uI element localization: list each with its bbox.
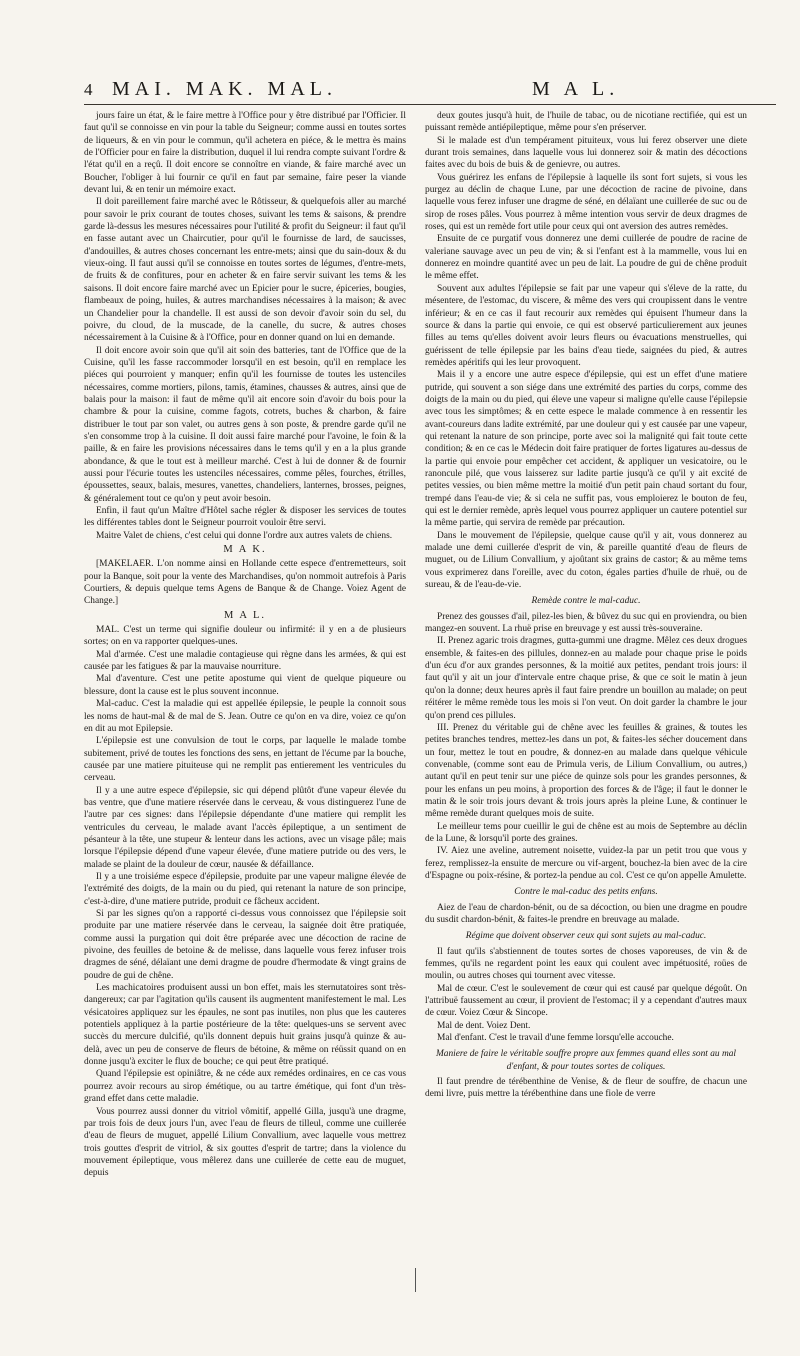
paragraph: L'épilepsie est une convulsion de tout le corps, par laquelle le malade tombe subitement, privé de toutes les fonctions des sens, en jettant de l'écume par la bouche, causée par une matiere pituiteuse qui ne remplit pas entierement les ventricules du cerveau. [84, 736, 406, 784]
paragraph: Le meilleur tems pour cueillir le gui de chêne est au mois de Septembre au déclin de la Lune, & lorsqu'il porte des graines. [425, 821, 747, 844]
paragraph: II. Prenez agaric trois dragmes, gutta-gummi une dragme. Mêlez ces deux drogues ensemble, & faites-en des pillules, donnez-en au malade pour chaque prise le poids d'un écu d'or aux grandes personnes, & la moitié aux petites, pendant trois jours: il faut qu'il y ait un jour d'intervale entre chaque prise, & que ce soit le matin à jeun qu'on la donne; deux heures après il faut faire prendre un bouillon au malade; on peut réitérer le même remède tous les mois si l'on veut. On doit garder la chambre le jour qu'on prend ces pillules. [425, 636, 747, 721]
paragraph: Mal de dent. Voiez Dent. [437, 1020, 531, 1031]
paragraph: jours faire un état, & le faire mettre à l'Office pour y être distribué par l'Officier. Il faut qu'il se connoisse en vin pour la table du Seigneur; comme aussi en toutes sortes de liqueurs, & en vin pour le commun, qu'il achetera en piéce, & le mettra ès mains de l'Officier pour en faire la distribution, duquel il lui rendra compte suivant l'ordre & l'état qu'il en a reçû. Il doit encore se connoître en viande, & faire marché avec un Boucher, l'obliger à lui fournir ce qu'il en faut par semaine, faire peser la viande devant lui, & en tenir un mémoire exact. [84, 111, 406, 196]
section-heading: M A L. [223, 609, 267, 621]
paragraph: [MAKELAER. L'on nomme ainsi en Hollande cette espece d'entremetteurs, soit pour la Banque, soit pour la vente des Marchandises, qu'on nommoit autrefois à Paris Courtiers, & depuis quelque tems Agens de Banque & de Change. Voiez Agent de Change.] [84, 559, 406, 607]
paragraph: Maitre Valet de chiens, c'est celui qui donne l'ordre aux autres valets de chiens. [96, 530, 393, 541]
paragraph: Il faut qu'ils s'abstiennent de toutes sortes de choses vaporeuses, de vin & de femmes, qu'ils ne regardent point les eaux qui coulent avec impétuosité, roües de moulin, ou autres choses qui tournent avec vitesse. [425, 946, 747, 982]
running-head-right: M A L. [532, 78, 620, 100]
paragraph: Il doit pareillement faire marché avec le Rôtisseur, & quelquefois aller au marché pour savoir le prix courant de toutes choses, suivant les tems & saisons, & prendre garde là-dessus les mesures nécessaires pour l'utilité & profit du Seigneur: il faut qu'il en fasse autant avec un Chaircutier, pour qu'il le fournisse de lard, de saucisses, d'andouilles, & autres choses concernant les entre-mets; ainsi que du sain-doux & du vieux-oing. Il faut aussi qu'il se connoisse en toutes sortes de légumes, d'entre-mets, de fruits & de confitures, pour en acheter & en faire servir suivant les tems & les saisons. Il doit encore faire marché avec un Epicier pour le sucre, épiceries, bougies, flambeaux de poing, huiles, & autres marchandises nécessaires à la maison; & avec un Chandelier pour la chandelle. Il est aussi de son devoir d'avoir soin du sel, du poivre, du cloud, de la muscade, de la canelle, du sucre, & autres choses nécessairement à la Cuisine & à l'Office, pour en donner quand on lui en demande. [84, 197, 406, 344]
paragraph: Aiez de l'eau de chardon-bénit, ou de sa décoction, ou bien une dragme en poudre du susdit chardon-bénit, & faites-le prendre en breuvage au malade. [425, 902, 747, 925]
paragraph: Il y a une autre espece d'épilepsie, sic qui dépend plûtôt d'une vapeur élevée du bas ventre, que d'une matiere réservée dans le cerveau, & vous distinguerez l'une de l'autre par ces signes: dans l'épilepsie dépendante d'une matiere qui remplit les ventricules du cerveau, le malade avant l'accès épileptique, a un sentiment de pésanteur à la tête, une stupeur & lenteur dans les actions, avec un visage pâle; mais lorsque l'épilepsie dépend d'une vapeur élevée, d'une matiere putride ou des vers, le malade se plaint de la douleur de cœur, nausée & défaillance. [84, 785, 406, 870]
paragraph: MAL. C'est un terme qui signifie douleur ou infirmité: il y en a de plusieurs sortes; on en va rapporter quelques-unes. [84, 625, 406, 648]
section-subheading: Maniere de faire le véritable souffre propre aux femmes quand elles sont au mal d'enfant, & pour toutes sortes de coliques. [435, 1049, 737, 1072]
paragraph: Souvent aux adultes l'épilepsie se fait par une vapeur qui s'éleve de la ratte, du mésentere, de l'estomac, du viscere, & même des vers qui croupissent dans le ventre inférieur; & en ce cas il faut recourir aux remèdes qui épuisent l'humeur dans la source & dans la partie qui envoie, ce qui est observé particulierement aux jeunes filles au tems qu'elles doivent avoir leurs fleurs ou évacuations menstruelles, qui guérissent de telle épilepsie par les bains d'eau tiede, saignées du pied, & autres remèdes apéritifs qui les leur provoquent. [425, 283, 747, 368]
section-subheading: Régime que doivent observer ceux qui sont sujets au mal-caduc. [465, 931, 707, 942]
section-heading: M A K. [223, 544, 267, 556]
paragraph: Mal d'aventure. C'est une petite apostume qui vient de quelque piqueure ou blessure, dont la cause est le plus souvent inconnue. [84, 674, 406, 697]
paragraph: Prenez des gousses d'ail, pilez-les bien, & bûvez du suc qui en proviendra, ou bien mangez-en souvent. La rhuë prise en breuvage y est aussi très-souveraine. [425, 611, 747, 635]
page-number: 4 [84, 80, 93, 99]
paragraph: IV. Aiez une aveline, autrement noisette, vuidez-la par un petit trou que vous y ferez, remplissez-la ensuite de mercure ou vif-argent, bouchez-la bien avec de la cire d'Espagne ou poix-résine, & portez-la pendue au col. C'est ce qu'on appelle Amulette. [425, 846, 747, 881]
right-column [425, 110, 747, 1338]
left-column [84, 110, 406, 1338]
header-rule [84, 104, 776, 105]
running-head-left: MAI. MAK. MAL. [112, 78, 337, 100]
section-subheading: Contre le mal-caduc des petits enfans. [514, 887, 658, 898]
paragraph: Mal-caduc. C'est la maladie qui est appellée épilepsie, le peuple la connoit sous les noms de haut-mal & de mal de S. Jean. Outre ce qu'on en va dire, voiez ce qu'on en dit au mot Epilepsie. [84, 699, 406, 734]
paragraph: Les machicatoires produisent aussi un bon effet, mais les sternutatoires sont très-dangereux; car par l'agitation qu'ils causent ils augmentent manifestement le mal. Les vésicatoires appliquez sur les épaules, ne sont pas inutiles, non plus que les cauteres potentiels appliquez à la partie postérieure de la tête: quelques-uns se servent avec succès du mercure dulcifié, qu'ils donnent depuis huit grains jusqu'à quinze & au-delà, avec un peu de conserve de fleurs de bétoine, & même on réüssit quand on en donne jusqu'à exciter le flux de bouche; ce qui peut être pratiqué. [84, 983, 406, 1068]
column-divider [415, 1268, 416, 1292]
page-header [0, 78, 800, 106]
paragraph: Mal d'enfant. C'est le travail d'une femme lorsqu'elle accouche. [437, 1033, 674, 1044]
paragraph: Mal d'armée. C'est une maladie contagieuse qui règne dans les armées, & qui est causée par les fatigues & par la mauvaise nourriture. [84, 649, 406, 673]
paragraph: Quand l'épilepsie est opiniâtre, & ne céde aux remédes ordinaires, en ce cas vous pourrez avoir recours au sirop émétique, ou au tartre émétique, qui font d'un très-grand effet dans cette maladie. [84, 1069, 406, 1105]
section-subheading: Remède contre le mal-caduc. [531, 596, 641, 607]
paragraph: Enfin, il faut qu'un Maître d'Hôtel sache régler & disposer les services de toutes les différentes tables dont le Seigneur pourroit vouloir être servi. [84, 506, 406, 529]
paragraph: Ensuite de ce purgatif vous donnerez une demi cuillerée de poudre de racine de valeriane sauvage avec un peu de vin; & si l'enfant est à la mammelle, vous lui en donnerez en moindre quantité avec un peu de lait. La poudre de gui de chêne produit le même effet. [425, 234, 747, 282]
paragraph: Si par les signes qu'on a rapporté ci-dessus vous connoissez que l'épilepsie soit produite par une matiere réservée dans le cerveau, la saignée doit être pratiquée, comme aussi la purgation qui doit être préparée avec une décoction de racine de pivoine, des feuilles de betoine & de melisse, dans laquelle vous ferez infuser trois dragmes de séné, délaïant une demi dragme de poudre d'hermodate & vingt grains de poudre de gui de chêne. [84, 909, 406, 981]
paragraph: Mais il y a encore une autre espece d'épilepsie, qui est un effet d'une matiere putride, qui souvent a son siége dans une extrémité des parties du corps, comme des doigts de la main ou du pied, qui éleve une vapeur si maligne qu'elle cause l'épilepsie avec tous les simptômes; & en cette espece le malade commence à en ressentir les avant-coureurs dans ladite extrémité, par une douleur qui y est causée par une vapeur, qui retenant la nature de son principe, porte avec soi la malignité qui fait toute cette condition; & en ce cas le Médecin doit faire pratiquer de fortes ligatures au-dessus de la partie qui envoie pour empêcher cet accident, & appliquer un vesicatoire, ou le ranoncule pilé, que vous laisserez sur ladite partie jusqu'à ce qu'il y ait excité de petites vessies, ou bien même mettre la moitié d'un petit pain chaud sortant du four, trempé dans l'eau-de vie; & si cela ne suffit pas, vous emploierez le bouton de feu, qui est le dernier remède, après lequel vous pourrez appliquer un cautere potentiel sur la même partie, qui servira de remède par précaution. [425, 370, 747, 529]
paragraph: Vous guérirez les enfans de l'épilepsie à laquelle ils sont fort sujets, si vous les purgez au déclin de chaque Lune, par une décoction de racine de pivoine, dans laquelle vous ferez infuser une dragme de séné, en délaïant une cuillerée de suc ou de sirop de roses pâles. Vous pourrez à même intention vous servir de deux dragmes de roses, qui est un remède fort utile pour ceux qui ont aversion des autres remèdes. [425, 172, 747, 233]
paragraph: Il faut prendre de térébenthine de Venise, & de fleur de souffre, de chacun une demi livre, puis mettre la térébenthine dans une fiole de verre [425, 1077, 747, 1100]
paragraph: III. Prenez du véritable gui de chêne avec les feuilles & graines, & toutes les petites branches tendres, mettez-les dans un pot, & faites-les sécher doucement dans un four, mettez le tout en poudre, & donnez-en au malade dans quelque véhicule convenable, (comme sont eau de Primula veris, de Lilium Convallium, ou autres,) autant qu'il en peut tenir sur une piéce de quinze sols pour les grandes personnes, & pour les enfans un peu moins, à proportion des forces & de l'âge; il faut le donner le matin & le soir trois jours devant & trois jours après la pleine Lune, & continuer le même remède durant quelques mois de suite. [425, 722, 747, 820]
paragraph: Il y a une troisiéme espece d'épilepsie, produite par une vapeur maligne élevée de l'extrémité des doigts, de la main ou du pied, qui retenant la nature de son principe, c'est-à-dire, d'une matiere putride, produit ce fâcheux accident. [84, 871, 406, 907]
paragraph: Vous pourrez aussi donner du vitriol vômitif, appellé Gilla, jusqu'à une dragme, par trois fois de deux jours l'un, avec l'eau de fleurs de tilleul, comme une cuillerée d'eau de fleurs de muguet, appellé Lilium Convallium, avec laquelle vous mettrez trois gouttes d'esprit de vitriol, & six gouttes d'esprit de tartre; dans la violence du mouvement épileptique, vous mêlerez dans une cuillerée de cette eau de muguet, depuis [84, 1106, 406, 1179]
paragraph: Si le malade est d'un tempérament pituiteux, vous lui ferez observer une diete durant trois semaines, dans laquelle vous lui donnerez soir & matin des décoctions faites avec du bois de buis & de genievre, ou autres. [425, 135, 747, 171]
paragraph: Il doit encore avoir soin que qu'il ait soin des batteries, tant de l'Office que de la Cuisine, qu'il les fasse raccommoder lorsqu'il en est besoin, qu'il en remplace les piéces qui pourroient y manquer; enfin qu'il les fournisse de toutes les ustenciles nécessaires, comme mortiers, pilons, tamis, étamines, chausses & autres, ainsi que de balais pour la maison: il faut de même qu'il ait encore soin d'avoir du bois pour la chambre & pour la cuisine, comme fagots, cotrets, buches & charbon, & faire distribuer le tout par son valet, ou autres gens à son poste, & prendre garde qu'il ne s'en consomme trop à la cuisine. Il doit aussi faire marché pour l'avoine, le foin & la paille, & en faire les provisions nécessaires dans le tems qu'il y en a la plus grande abondance, & que le tout est à meilleur marché. C'est à lui de donner & de fournir aussi pour l'écurie toutes les ustenciles nécessaires, comme pêles, fourches, étrilles, époussettes, seaux, balais, mesures, vanettes, chandeliers, lanternes, brosses, peignes, & généralement tout ce qu'on y peut avoir besoin. [84, 345, 406, 504]
paragraph: deux goutes jusqu'à huit, de l'huile de tabac, ou de nicotiane rectifiée, qui est un puissant remède antiépileptique, même pour s'en préserver. [425, 111, 747, 134]
paragraph: Dans le mouvement de l'épilepsie, quelque cause qu'il y ait, vous donnerez au malade une demi cuillerée d'esprit de vin, & pareille quantité d'eau de fleurs de muguet, ou de Lilium Convallium, y ajoûtant six grains de castor; & au même tems vous exprimerez dans l'oreille, avec du coton, égales parties d'huile de rhuë, ou de sureau, & de l'eau-de-vie. [425, 530, 747, 591]
paragraph: Mal de cœur. C'est le soulevement de cœur qui est causé par quelque dégoût. On l'attribuë faussement au cœur, il provient de l'estomac; il y a cependant d'autres maux de cœur. Voiez Cœur & Sincope. [425, 983, 747, 1019]
